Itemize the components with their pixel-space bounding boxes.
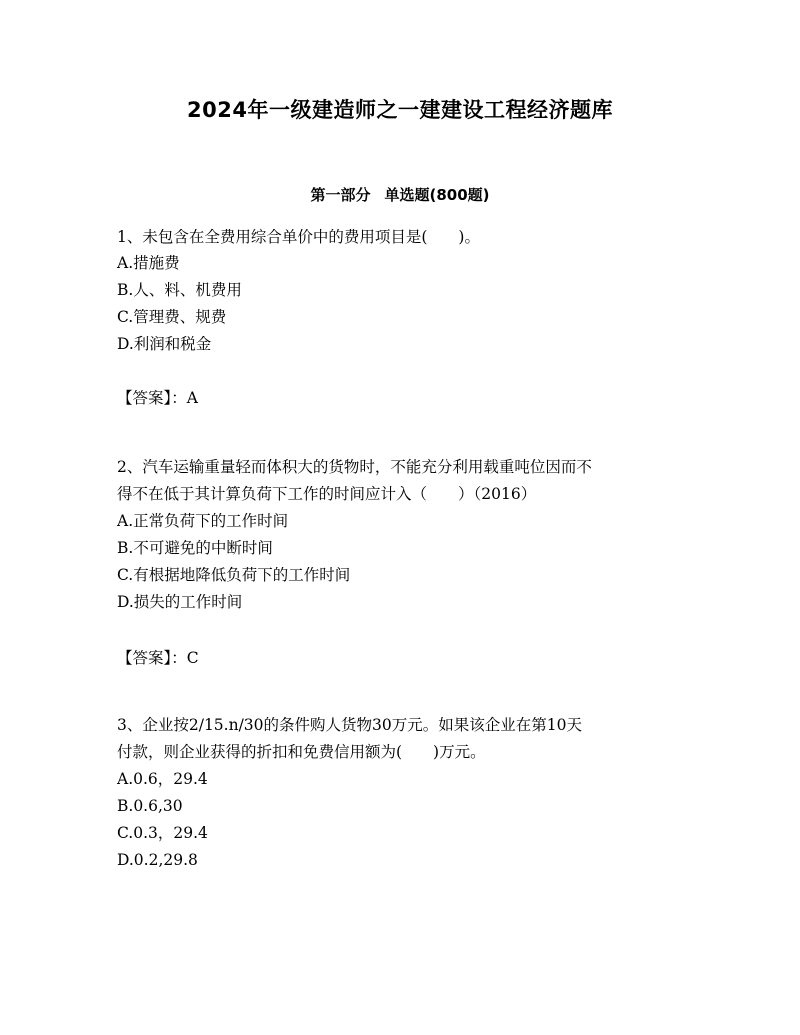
question-3-option-a: A.0.6，29.4 <box>117 770 208 788</box>
question-2-option-d: D.损失的工作时间 <box>117 593 243 611</box>
question-1-stem: 1、未包含在全费用综合单价中的费用项目是( )。 <box>117 228 480 246</box>
document-title: 2024年一级建造师之一建建设工程经济题库 <box>187 98 613 122</box>
answer-separator: ： <box>171 649 187 667</box>
question-2-stem-line-2: 得不在低于其计算负荷下工作的时间应计入（ ）（2016） <box>117 485 537 503</box>
question-2-option-b: B.不可避免的中断时间 <box>117 539 273 557</box>
answer-value: A <box>186 389 198 407</box>
answer-label: 【答案】 <box>117 649 172 667</box>
answer-value: C <box>186 649 199 667</box>
question-3-option-d: D.0.2,29.8 <box>117 851 198 869</box>
answer-separator: ： <box>171 389 187 407</box>
question-1-option-a: A.措施费 <box>117 254 180 272</box>
question-2-answer <box>117 647 199 669</box>
question-2-option-c: C.有根据地降低负荷下的工作时间 <box>117 566 351 584</box>
question-1-option-c: C.管理费、规费 <box>117 308 227 326</box>
section-heading <box>0 184 800 205</box>
question-3-option-c: C.0.3，29.4 <box>117 824 208 842</box>
question-3-stem-line-2: 付款，则企业获得的折扣和免费信用额为( )万元。 <box>117 743 486 761</box>
answer-label: 【答案】 <box>117 389 172 407</box>
question-3-stem-line-1: 3、企业按2/15.n/30的条件购人货物30万元。如果该企业在第10天 <box>117 716 582 734</box>
section-type: 单选题(800题) <box>384 186 490 204</box>
question-1-option-b: B.人、料、机费用 <box>117 281 242 299</box>
section-part: 第一部分 <box>310 186 371 204</box>
question-2-option-a: A.正常负荷下的工作时间 <box>117 512 289 530</box>
question-3-option-b: B.0.6,30 <box>117 797 183 815</box>
question-2-stem-line-1: 2、汽车运输重量轻而体积大的货物时，不能充分利用载重吨位因而不 <box>117 458 592 476</box>
question-1-option-d: D.利润和税金 <box>117 335 212 353</box>
question-1-answer <box>117 387 198 409</box>
